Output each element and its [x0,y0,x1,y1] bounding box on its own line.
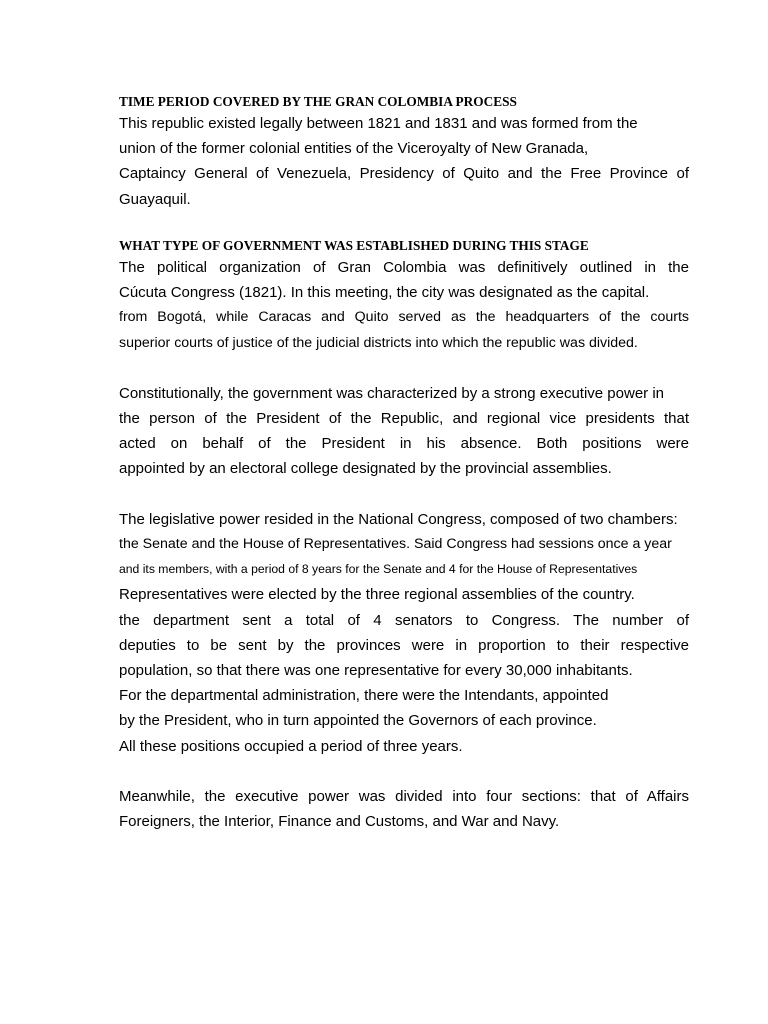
text-line: and its members, with a period of 8 years for the Senate and 4 for the House of Representatives [119,562,638,577]
text-line: Guayaquil. [119,190,191,208]
text-line: Captaincy General of Venezuela, Presidency of Quito and the Free Province of [119,165,689,183]
paragraph-executive-power [119,381,689,482]
text-line: Meanwhile, the executive power was divided into four sections: that of Affairs [119,787,689,805]
text-line: from Bogotá, while Caracas and Quito served as the headquarters of the courts [119,309,689,326]
text-line: superior courts of justice of the judicial districts into which the republic was divided. [119,334,638,351]
text-line: by the President, who in turn appointed the Governors of each province. [119,712,597,730]
text-line: For the departmental administration, there were the Intendants, appointed [119,687,609,705]
paragraph-political-organization [119,255,689,356]
text-line: population, so that there was one representative for every 30,000 inhabitants. [119,661,633,679]
text-line: Representatives were elected by the three regional assemblies of the country. [119,586,635,604]
text-line: acted on behalf of the President in his absence. Both positions were [119,435,689,453]
text-line: The political organization of Gran Colombia was definitively outlined in the [119,258,689,276]
paragraph-time-period [119,111,689,212]
text-line: The legislative power resided in the National Congress, composed of two chambers: [119,510,678,528]
text-line: the person of the President of the Republic, and regional vice presidents that [119,410,689,428]
text-line: union of the former colonial entities of the Viceroyalty of New Granada, [119,140,589,158]
text-line: Constitutionally, the government was characterized by a strong executive power in [119,384,665,402]
text-line: deputies to be sent by the provinces were in proportion to their respective [119,636,689,654]
text-line: This republic existed legally between 1821 and 1831 and was formed from the [119,115,638,132]
text-line: Foreigners, the Interior, Finance and Customs, and War and Navy. [119,813,560,831]
text-line: the department sent a total of 4 senators to Congress. The number of [119,611,689,629]
paragraph-legislative-power [119,507,689,759]
text-line: appointed by an electoral college designated by the provincial assemblies. [119,460,612,478]
text-line: Cúcuta Congress (1821). In this meeting, the city was designated as the capital. [119,284,650,302]
paragraph-executive-sections [119,784,689,834]
section-heading-government-type: WHAT TYPE OF GOVERNMENT WAS ESTABLISHED DURING THIS STAGE [119,237,589,253]
text-line: All these positions occupied a period of three years. [119,737,463,755]
section-heading-time-period: TIME PERIOD COVERED BY THE GRAN COLOMBIA PROCESS [119,94,517,109]
document-page [119,93,689,834]
text-line: the Senate and the House of Representatives. Said Congress had sessions once a year [119,536,672,552]
